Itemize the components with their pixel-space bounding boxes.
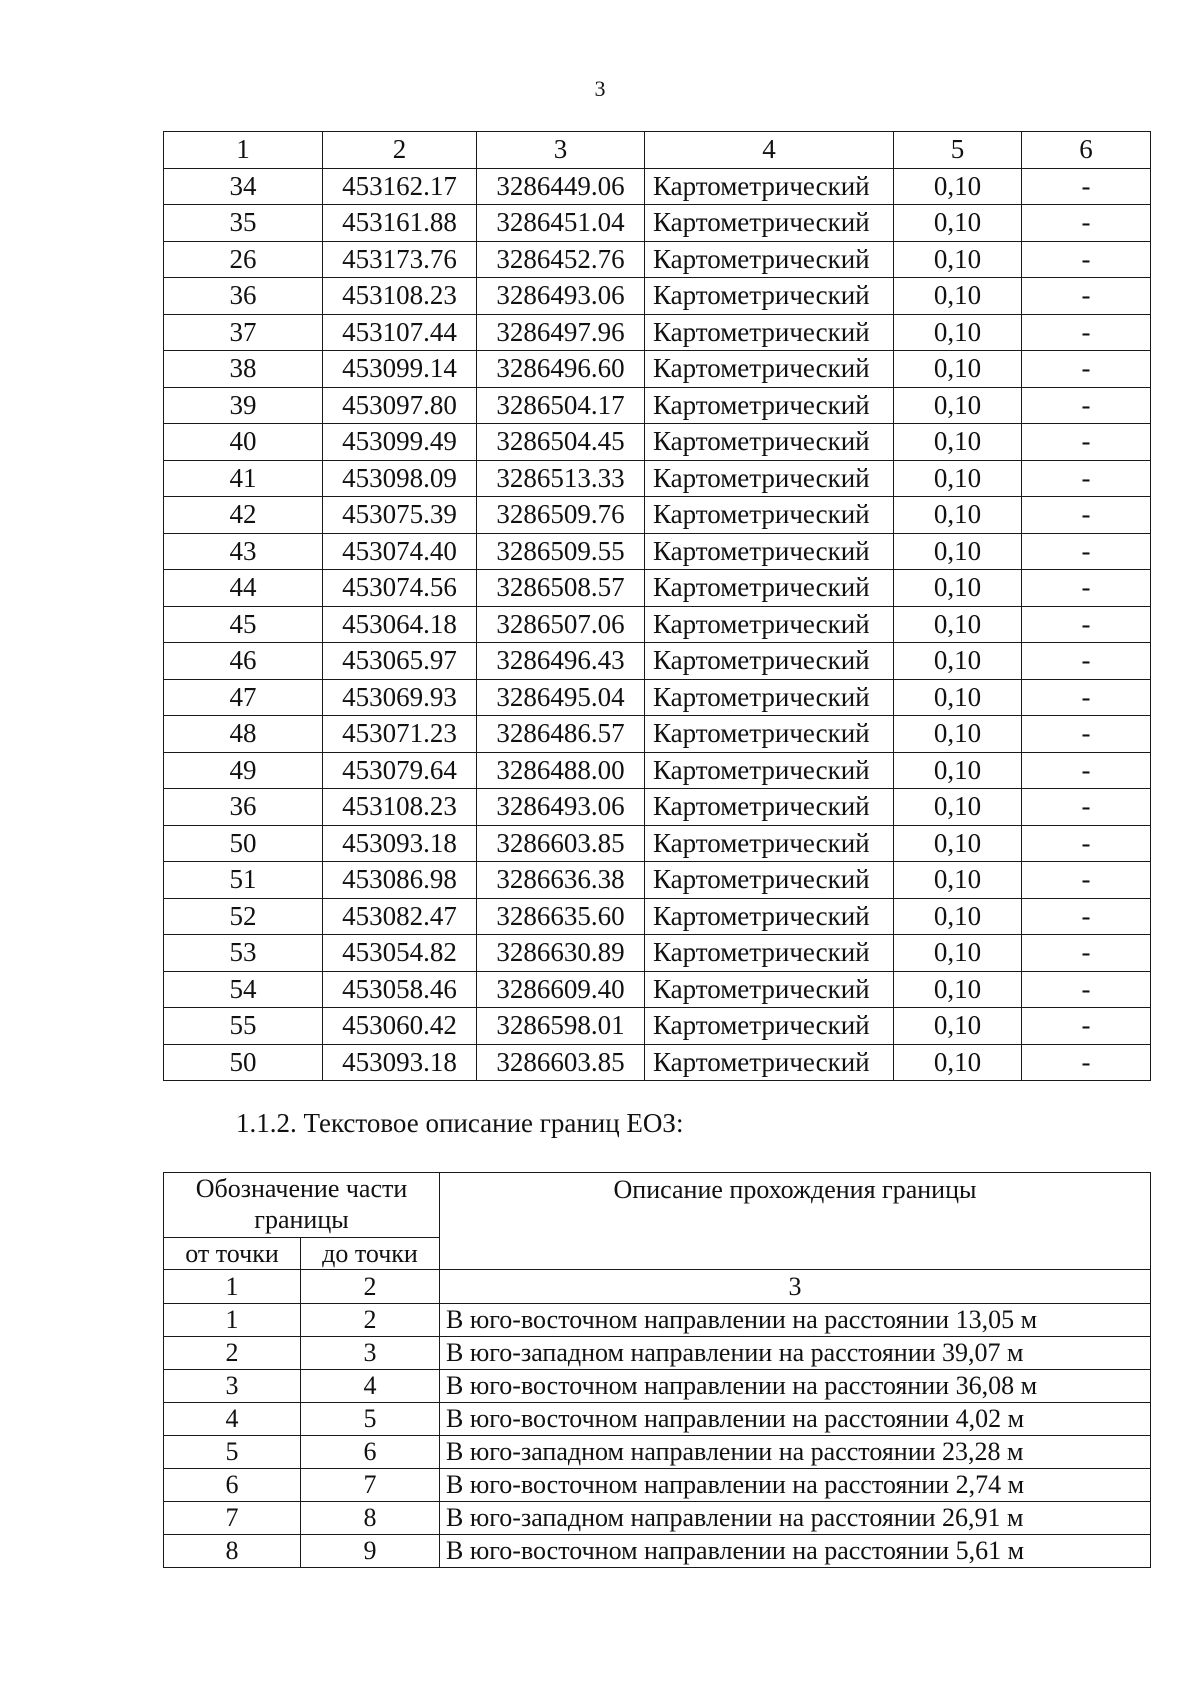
boundary-description-cell: В юго-восточном направлении на расстоянии 13,05 м (440, 1304, 1151, 1337)
note-cell: - (1022, 679, 1151, 716)
point-number-cell: 26 (164, 241, 323, 278)
note-cell: - (1022, 789, 1151, 826)
y-coordinate-cell: 3286630.89 (477, 935, 645, 972)
accuracy-cell: 0,10 (894, 898, 1022, 935)
from-point-cell: 8 (164, 1535, 301, 1568)
method-cell: Картометрический (645, 679, 894, 716)
note-cell: - (1022, 643, 1151, 680)
from-point-cell: 2 (164, 1337, 301, 1370)
method-cell: Картометрический (645, 314, 894, 351)
x-coordinate-cell: 453093.18 (323, 1044, 477, 1081)
table-row (164, 1403, 1151, 1436)
column-number: 2 (301, 1270, 440, 1304)
method-cell: Картометрический (645, 606, 894, 643)
column-header: 5 (894, 132, 1022, 169)
accuracy-cell: 0,10 (894, 351, 1022, 388)
table-row (164, 825, 1151, 862)
y-coordinate-cell: 3286504.45 (477, 424, 645, 461)
y-coordinate-cell: 3286497.96 (477, 314, 645, 351)
method-cell: Картометрический (645, 351, 894, 388)
x-coordinate-cell: 453060.42 (323, 1008, 477, 1045)
description-body (164, 1304, 1151, 1568)
point-number-cell: 40 (164, 424, 323, 461)
point-number-cell: 36 (164, 789, 323, 826)
y-coordinate-cell: 3286513.33 (477, 460, 645, 497)
table-row (164, 752, 1151, 789)
y-coordinate-cell: 3286603.85 (477, 825, 645, 862)
method-cell: Картометрический (645, 789, 894, 826)
accuracy-cell: 0,10 (894, 1044, 1022, 1081)
boundary-description-cell: В юго-западном направлении на расстоянии 23,28 м (440, 1436, 1151, 1469)
y-coordinate-cell: 3286451.04 (477, 205, 645, 242)
table-row (164, 205, 1151, 242)
from-point-cell: 5 (164, 1436, 301, 1469)
y-coordinate-cell: 3286598.01 (477, 1008, 645, 1045)
point-number-cell: 38 (164, 351, 323, 388)
accuracy-cell: 0,10 (894, 314, 1022, 351)
x-coordinate-cell: 453058.46 (323, 971, 477, 1008)
accuracy-cell: 0,10 (894, 1008, 1022, 1045)
to-point-cell: 3 (301, 1337, 440, 1370)
method-cell: Картометрический (645, 241, 894, 278)
accuracy-cell: 0,10 (894, 533, 1022, 570)
x-coordinate-cell: 453099.14 (323, 351, 477, 388)
note-cell: - (1022, 570, 1151, 607)
boundary-description-cell: В юго-восточном направлении на расстоянии 2,74 м (440, 1469, 1151, 1502)
method-cell: Картометрический (645, 643, 894, 680)
from-point-cell: 6 (164, 1469, 301, 1502)
y-coordinate-cell: 3286508.57 (477, 570, 645, 607)
x-coordinate-cell: 453097.80 (323, 387, 477, 424)
method-cell: Картометрический (645, 935, 894, 972)
accuracy-cell: 0,10 (894, 971, 1022, 1008)
accuracy-cell: 0,10 (894, 424, 1022, 461)
table-row (164, 570, 1151, 607)
method-cell: Картометрический (645, 862, 894, 899)
note-cell: - (1022, 935, 1151, 972)
table-row (164, 351, 1151, 388)
point-number-cell: 52 (164, 898, 323, 935)
method-cell: Картометрический (645, 168, 894, 205)
accuracy-cell: 0,10 (894, 168, 1022, 205)
method-cell: Картометрический (645, 205, 894, 242)
table-row (164, 643, 1151, 680)
method-cell: Картометрический (645, 716, 894, 753)
accuracy-cell: 0,10 (894, 643, 1022, 680)
method-cell: Картометрический (645, 1044, 894, 1081)
accuracy-cell: 0,10 (894, 789, 1022, 826)
x-coordinate-cell: 453082.47 (323, 898, 477, 935)
to-point-header: до точки (301, 1238, 440, 1270)
table-row (164, 314, 1151, 351)
accuracy-cell: 0,10 (894, 825, 1022, 862)
accuracy-cell: 0,10 (894, 387, 1022, 424)
table-row (164, 898, 1151, 935)
point-number-cell: 42 (164, 497, 323, 534)
accuracy-cell: 0,10 (894, 205, 1022, 242)
note-cell: - (1022, 205, 1151, 242)
from-point-cell: 7 (164, 1502, 301, 1535)
note-cell: - (1022, 387, 1151, 424)
x-coordinate-cell: 453098.09 (323, 460, 477, 497)
column-header: 4 (645, 132, 894, 169)
y-coordinate-cell: 3286509.55 (477, 533, 645, 570)
accuracy-cell: 0,10 (894, 752, 1022, 789)
table-row (164, 387, 1151, 424)
table-row (164, 1436, 1151, 1469)
point-number-cell: 43 (164, 533, 323, 570)
note-cell: - (1022, 424, 1151, 461)
from-point-cell: 3 (164, 1370, 301, 1403)
y-coordinate-cell: 3286609.40 (477, 971, 645, 1008)
y-coordinate-cell: 3286635.60 (477, 898, 645, 935)
point-number-cell: 45 (164, 606, 323, 643)
to-point-cell: 6 (301, 1436, 440, 1469)
note-cell: - (1022, 971, 1151, 1008)
table-row (164, 1469, 1151, 1502)
column-number-row (164, 1270, 1151, 1304)
point-number-cell: 50 (164, 825, 323, 862)
x-coordinate-cell: 453161.88 (323, 205, 477, 242)
accuracy-cell: 0,10 (894, 606, 1022, 643)
table-row (164, 679, 1151, 716)
to-point-cell: 5 (301, 1403, 440, 1436)
x-coordinate-cell: 453093.18 (323, 825, 477, 862)
point-number-cell: 35 (164, 205, 323, 242)
accuracy-cell: 0,10 (894, 460, 1022, 497)
note-cell: - (1022, 241, 1151, 278)
to-point-cell: 2 (301, 1304, 440, 1337)
note-cell: - (1022, 1008, 1151, 1045)
y-coordinate-cell: 3286603.85 (477, 1044, 645, 1081)
point-number-cell: 55 (164, 1008, 323, 1045)
x-coordinate-cell: 453054.82 (323, 935, 477, 972)
point-number-cell: 50 (164, 1044, 323, 1081)
table-row (164, 497, 1151, 534)
table-row (164, 971, 1151, 1008)
accuracy-cell: 0,10 (894, 278, 1022, 315)
from-point-cell: 4 (164, 1403, 301, 1436)
table-row (164, 1008, 1151, 1045)
point-number-cell: 39 (164, 387, 323, 424)
boundary-part-header: Обозначение части границы (164, 1173, 440, 1238)
table-row (164, 862, 1151, 899)
note-cell: - (1022, 1044, 1151, 1081)
method-cell: Картометрический (645, 898, 894, 935)
note-cell: - (1022, 606, 1151, 643)
x-coordinate-cell: 453107.44 (323, 314, 477, 351)
note-cell: - (1022, 314, 1151, 351)
boundary-description-header: Описание прохождения границы (440, 1173, 1151, 1270)
note-cell: - (1022, 752, 1151, 789)
point-number-cell: 34 (164, 168, 323, 205)
point-number-cell: 47 (164, 679, 323, 716)
point-number-cell: 54 (164, 971, 323, 1008)
column-header: 2 (323, 132, 477, 169)
boundary-description-table (163, 1172, 1151, 1568)
y-coordinate-cell: 3286509.76 (477, 497, 645, 534)
column-number: 3 (440, 1270, 1151, 1304)
note-cell: - (1022, 825, 1151, 862)
x-coordinate-cell: 453074.56 (323, 570, 477, 607)
y-coordinate-cell: 3286486.57 (477, 716, 645, 753)
y-coordinate-cell: 3286452.76 (477, 241, 645, 278)
table-row (164, 1370, 1151, 1403)
y-coordinate-cell: 3286488.00 (477, 752, 645, 789)
table-row (164, 935, 1151, 972)
point-number-cell: 53 (164, 935, 323, 972)
x-coordinate-cell: 453075.39 (323, 497, 477, 534)
y-coordinate-cell: 3286496.60 (477, 351, 645, 388)
method-cell: Картометрический (645, 825, 894, 862)
y-coordinate-cell: 3286493.06 (477, 278, 645, 315)
x-coordinate-cell: 453173.76 (323, 241, 477, 278)
to-point-cell: 9 (301, 1535, 440, 1568)
boundary-description-cell: В юго-восточном направлении на расстоянии 4,02 м (440, 1403, 1151, 1436)
note-cell: - (1022, 716, 1151, 753)
method-cell: Картометрический (645, 533, 894, 570)
method-cell: Картометрический (645, 497, 894, 534)
point-number-cell: 37 (164, 314, 323, 351)
from-point-cell: 1 (164, 1304, 301, 1337)
x-coordinate-cell: 453069.93 (323, 679, 477, 716)
method-cell: Картометрический (645, 1008, 894, 1045)
table-row (164, 1535, 1151, 1568)
y-coordinate-cell: 3286507.06 (477, 606, 645, 643)
table-row (164, 278, 1151, 315)
coordinates-body (164, 168, 1151, 1081)
y-coordinate-cell: 3286504.17 (477, 387, 645, 424)
accuracy-cell: 0,10 (894, 862, 1022, 899)
column-number: 1 (164, 1270, 301, 1304)
x-coordinate-cell: 453074.40 (323, 533, 477, 570)
point-number-cell: 36 (164, 278, 323, 315)
boundary-description-cell: В юго-восточном направлении на расстоянии 5,61 м (440, 1535, 1151, 1568)
description-header-row (164, 1173, 1151, 1238)
x-coordinate-cell: 453065.97 (323, 643, 477, 680)
x-coordinate-cell: 453099.49 (323, 424, 477, 461)
table-row (164, 606, 1151, 643)
accuracy-cell: 0,10 (894, 497, 1022, 534)
note-cell: - (1022, 278, 1151, 315)
point-number-cell: 48 (164, 716, 323, 753)
column-header: 3 (477, 132, 645, 169)
note-cell: - (1022, 898, 1151, 935)
x-coordinate-cell: 453108.23 (323, 278, 477, 315)
method-cell: Картометрический (645, 752, 894, 789)
table-row (164, 789, 1151, 826)
accuracy-cell: 0,10 (894, 716, 1022, 753)
column-header: 1 (164, 132, 323, 169)
table-row (164, 1337, 1151, 1370)
y-coordinate-cell: 3286496.43 (477, 643, 645, 680)
method-cell: Картометрический (645, 424, 894, 461)
x-coordinate-cell: 453071.23 (323, 716, 477, 753)
x-coordinate-cell: 453086.98 (323, 862, 477, 899)
to-point-cell: 4 (301, 1370, 440, 1403)
boundary-description-cell: В юго-западном направлении на расстоянии 39,07 м (440, 1337, 1151, 1370)
point-number-cell: 44 (164, 570, 323, 607)
coordinates-header-row (164, 132, 1151, 169)
y-coordinate-cell: 3286636.38 (477, 862, 645, 899)
y-coordinate-cell: 3286493.06 (477, 789, 645, 826)
method-cell: Картометрический (645, 570, 894, 607)
note-cell: - (1022, 168, 1151, 205)
note-cell: - (1022, 533, 1151, 570)
method-cell: Картометрический (645, 387, 894, 424)
note-cell: - (1022, 862, 1151, 899)
accuracy-cell: 0,10 (894, 935, 1022, 972)
table-row (164, 1502, 1151, 1535)
x-coordinate-cell: 453162.17 (323, 168, 477, 205)
table-row (164, 241, 1151, 278)
page-number: 3 (594, 76, 606, 101)
point-number-cell: 41 (164, 460, 323, 497)
to-point-cell: 8 (301, 1502, 440, 1535)
note-cell: - (1022, 460, 1151, 497)
column-header: 6 (1022, 132, 1151, 169)
table-row (164, 424, 1151, 461)
point-number-cell: 51 (164, 862, 323, 899)
table-row (164, 1044, 1151, 1081)
x-coordinate-cell: 453064.18 (323, 606, 477, 643)
table-row (164, 533, 1151, 570)
method-cell: Картометрический (645, 278, 894, 315)
section-heading: 1.1.2. Текстовое описание границ ЕОЗ: (236, 1108, 684, 1138)
point-number-cell: 46 (164, 643, 323, 680)
x-coordinate-cell: 453079.64 (323, 752, 477, 789)
note-cell: - (1022, 497, 1151, 534)
to-point-cell: 7 (301, 1469, 440, 1502)
x-coordinate-cell: 453108.23 (323, 789, 477, 826)
table-row (164, 1304, 1151, 1337)
table-row (164, 168, 1151, 205)
boundary-description-cell: В юго-западном направлении на расстоянии 26,91 м (440, 1502, 1151, 1535)
method-cell: Картометрический (645, 460, 894, 497)
y-coordinate-cell: 3286449.06 (477, 168, 645, 205)
y-coordinate-cell: 3286495.04 (477, 679, 645, 716)
accuracy-cell: 0,10 (894, 241, 1022, 278)
coordinates-table (163, 131, 1151, 1081)
accuracy-cell: 0,10 (894, 570, 1022, 607)
boundary-description-cell: В юго-восточном направлении на расстоянии 36,08 м (440, 1370, 1151, 1403)
point-number-cell: 49 (164, 752, 323, 789)
method-cell: Картометрический (645, 971, 894, 1008)
table-row (164, 716, 1151, 753)
note-cell: - (1022, 351, 1151, 388)
from-point-header: от точки (164, 1238, 301, 1270)
accuracy-cell: 0,10 (894, 679, 1022, 716)
table-row (164, 460, 1151, 497)
